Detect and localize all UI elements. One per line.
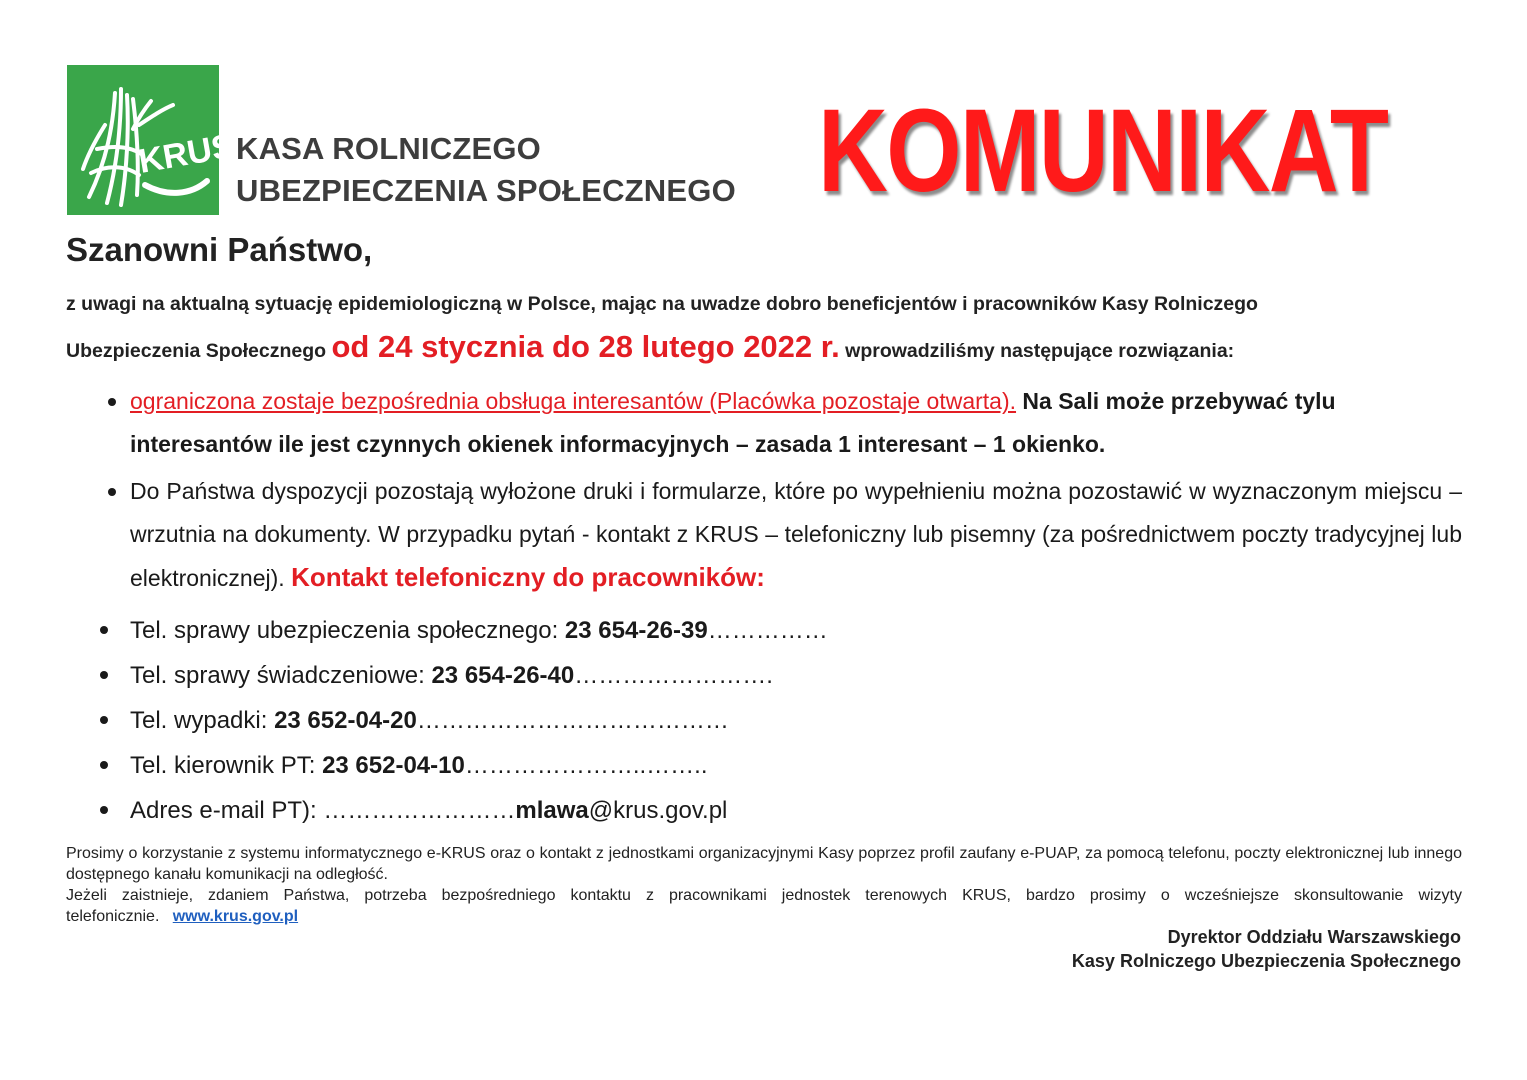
contact-item (66, 608, 1462, 653)
contact-label: Tel. sprawy ubezpieczenia społecznego: (130, 617, 565, 644)
contact-item (66, 698, 1462, 743)
bullet-icon (100, 761, 108, 769)
contact-label: Tel. sprawy świadczeniowe: (130, 662, 432, 689)
intro-paragraph (66, 284, 1466, 374)
dot-leader: ……………………. (574, 662, 773, 689)
list-item (66, 470, 1462, 600)
bullet-icon (100, 671, 108, 679)
forms-info: Do Państwa dyspozycji pozostają wyłożone druki i formularze, które po wypełnieniu można pozostawić w wyznaczonym miejscu – wrzutnia na dokumenty. W przypadku pytań - kontakt z KRUS – telefoniczny lub pisemny (za pośrednictwem poczty tradycyjnej lub elektronicznej). (130, 478, 1462, 591)
contact-label: Tel. kierownik PT: (130, 752, 323, 779)
phone-number[interactable]: 23 654-26-40 (431, 662, 575, 689)
bullet-icon (100, 716, 108, 724)
website-link[interactable]: www.krus.gov.pl (172, 908, 299, 925)
footer-paragraph-2-text: Jeżeli zaistnieje, zdaniem Państwa, potrzeba bezpośredniego kontaktu z pracownikami jednostek terenowych KRUS, bardzo prosimy o wcześniejsze skonsultowanie wizyty telefonicznie. (66, 887, 1462, 925)
bullet-icon (100, 806, 108, 814)
signature-line2: Kasy Rolniczego Ubezpieczenia Społecznego (1071, 951, 1461, 971)
date-range: od 24 stycznia do 28 lutego 2022 r. (331, 329, 840, 364)
dot-leader: …………… (707, 617, 828, 644)
bullet-list-forms (66, 470, 1462, 600)
email-domain[interactable]: @krus.gov.pl (588, 797, 728, 824)
restriction-notice: ograniczona zostaje bezpośrednia obsługa interesantów (Placówka pozostaje otwarta). (130, 388, 1017, 414)
footer-paragraph-1: Prosimy o korzystanie z systemu informatycznego e-KRUS oraz o kontakt z jednostkami organizacyjnymi Kasy poprzez profil zaufany e-PUAP, za pomocą telefonu, poczty elektronicznej lub innego dostępnego kanału komunikacji na odległość. (66, 845, 1462, 883)
contact-label: Adres e-mail PT): (130, 797, 324, 824)
signature (1072, 925, 1461, 973)
org-name-line1: KASA ROLNICZEGO (236, 131, 541, 166)
phone-number[interactable]: 23 652-04-20 (274, 707, 417, 734)
bullet-list-restrictions (66, 380, 1462, 466)
bullet-icon (108, 398, 116, 406)
contact-item (66, 743, 1462, 788)
intro-line1: z uwagi na aktualną sytuację epidemiologiczną w Polsce, mając na uwadze dobro beneficjentów i pracowników Kasy Rolniczego (66, 293, 1258, 315)
email-user[interactable]: mlawa (515, 797, 589, 824)
phone-number[interactable]: 23 652-04-10 (322, 752, 465, 779)
contact-heading: Kontakt telefoniczny do pracowników: (291, 562, 765, 592)
bullet-icon (100, 626, 108, 634)
krus-logo (67, 65, 238, 215)
dot-leader: …………………… (323, 797, 516, 824)
footer-paragraph-2 (66, 885, 1462, 927)
contact-item (66, 788, 1462, 833)
phone-number[interactable]: 23 654-26-39 (564, 617, 708, 644)
logo-letters: KRUS (135, 126, 238, 181)
contact-item (66, 653, 1462, 698)
list-item (66, 380, 1462, 466)
organization-name (236, 128, 736, 212)
krus-logo-icon (67, 65, 238, 215)
contact-list (66, 608, 1462, 833)
intro-part2: Ubezpieczenia Społecznego (66, 340, 332, 362)
hall-capacity-rule: Na Sali może przebywać tylu interesantów ile jest czynnych okienek informacyjnych – zasada 1 interesant – 1 okienko. (130, 388, 1336, 457)
org-name-line2: UBEZPIECZENIA SPOŁECZNEGO (236, 173, 736, 208)
bullet-icon (108, 488, 116, 496)
page-title: KOMUNIKAT (818, 85, 1388, 217)
footer-note (66, 843, 1462, 927)
dot-leader: …………………..…….. (464, 752, 708, 779)
contact-label: Tel. wypadki: (130, 707, 275, 734)
intro-line2 (66, 324, 1466, 374)
greeting: Szanowni Państwo, (66, 231, 373, 268)
intro-part3: wprowadziliśmy następujące rozwiązania: (839, 340, 1235, 362)
dot-leader: ………………………………… (416, 707, 729, 734)
signature-line1: Dyrektor Oddziału Warszawskiego (1167, 927, 1461, 947)
